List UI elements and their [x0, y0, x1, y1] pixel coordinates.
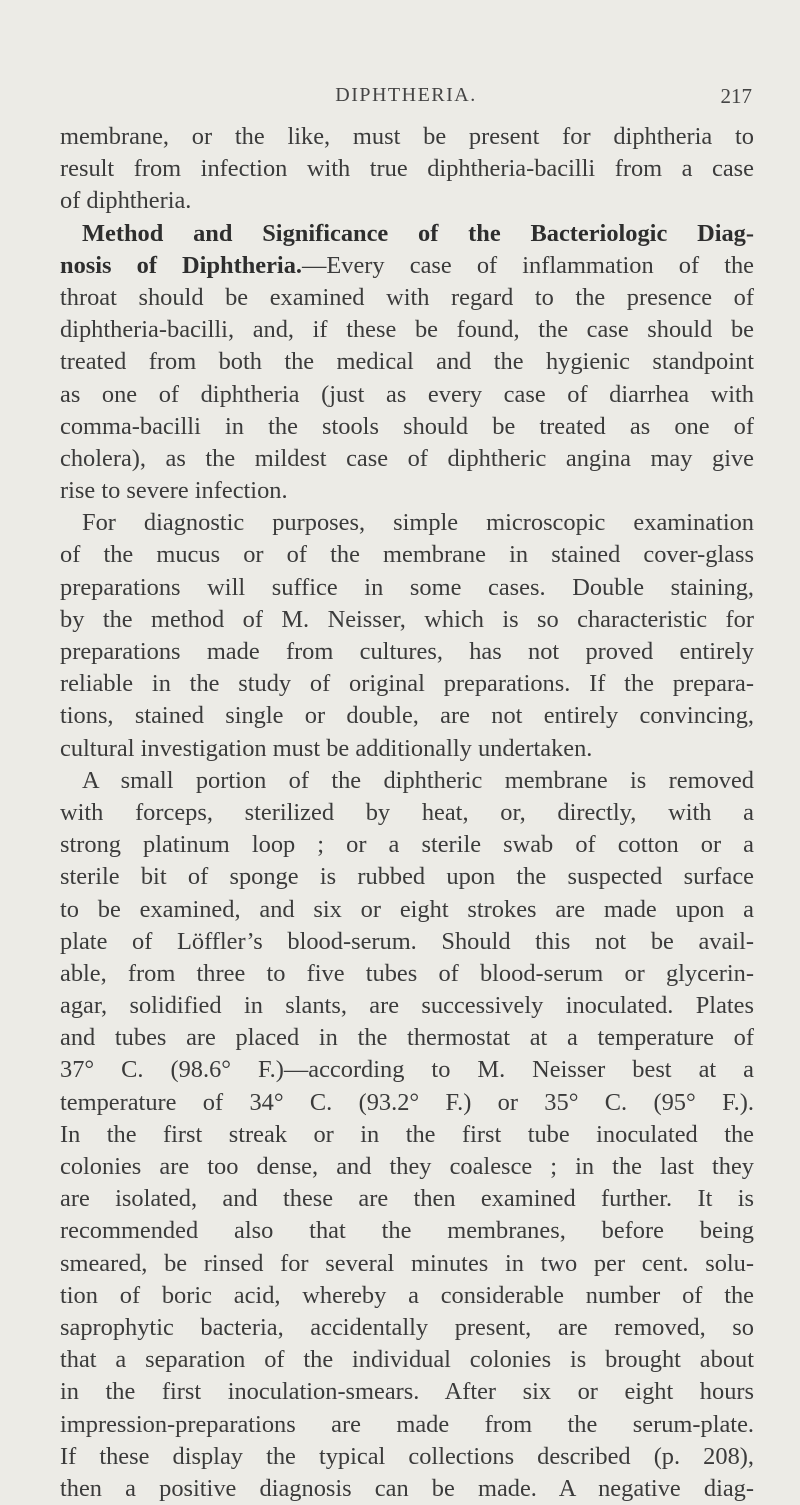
- text-line: preparations made from cultures, has not proved entirely: [60, 638, 754, 665]
- text-line: to be examined, and six or eight strokes are made upon a: [60, 895, 754, 923]
- text-line: throat should be examined with regard to the presence of: [60, 283, 754, 311]
- text-line: then a positive diagnosis can be made. A negative diag-: [60, 1474, 754, 1502]
- text-line: of diphtheria.: [60, 187, 192, 215]
- page-number: 217: [720, 84, 752, 108]
- text-line: are isolated, and these are then examined further. It is: [60, 1185, 754, 1213]
- text-line: rise to severe infection.: [60, 477, 288, 505]
- text-line: recommended also that the membranes, before being: [60, 1217, 754, 1245]
- text-line: treated from both the medical and the hygienic standpoint: [60, 348, 754, 376]
- text-line: membrane, or the like, must be present for diphtheria to: [60, 123, 754, 150]
- text-line: of the mucus or of the membrane in stained cover-glass: [60, 541, 754, 569]
- text-line: plate of Löffler’s blood-serum. Should this not be avail-: [60, 927, 754, 955]
- text-line: in the first inoculation-smears. After six or eight hours: [60, 1378, 754, 1406]
- text-line: comma-bacilli in the stools should be treated as one of: [60, 412, 754, 440]
- text-line: strong platinum loop ; or a sterile swab of cotton or a: [60, 831, 754, 859]
- body-text: [60, 121, 754, 1505]
- text-line: temperature of 34° C. (93.2° F.) or 35° C. (95° F.).: [60, 1088, 754, 1116]
- text-line: tions, stained single or double, are not entirely convincing,: [60, 702, 754, 730]
- text-line: cultural investigation must be additionally undertaken.: [60, 734, 593, 762]
- text-line: agar, solidified in slants, are successively inoculated. Plates: [60, 992, 754, 1020]
- text-line: For diagnostic purposes, simple microscopic examination: [82, 509, 754, 537]
- text-line: with forceps, sterilized by heat, or, directly, with a: [60, 798, 754, 826]
- text-line: impression-preparations are made from the serum-plate.: [60, 1410, 754, 1438]
- text-line: that a separation of the individual colonies is brought about: [60, 1346, 754, 1374]
- text-line: and tubes are placed in the thermostat at a temperature of: [60, 1024, 754, 1052]
- text-line: diphtheria-bacilli, and, if these be found, the case should be: [60, 316, 754, 344]
- text-line: cholera), as the mildest case of diphtheric angina may give: [60, 444, 754, 472]
- text-line: tion of boric acid, whereby a considerable number of the: [60, 1281, 754, 1309]
- running-title: DIPHTHERIA.: [335, 84, 477, 106]
- text-run: —Every case of inflammation of the: [302, 251, 754, 279]
- text-line: able, from three to five tubes of blood-serum or glycerin-: [60, 959, 754, 987]
- section-heading-end: nosis of Diphtheria.: [60, 251, 302, 279]
- section-heading-line: Method and Significance of the Bacteriologic Diag-: [82, 219, 754, 247]
- text-line: reliable in the study of original preparations. If the prepara-: [60, 670, 754, 698]
- running-head: [60, 84, 752, 118]
- text-line: If these display the typical collections described (p. 208),: [60, 1442, 754, 1470]
- text-line: colonies are too dense, and they coalesce ; in the last they: [60, 1153, 754, 1180]
- text-line: In the first streak or in the first tube inoculated the: [60, 1120, 754, 1148]
- text-line: saprophytic bacteria, accidentally present, are removed, so: [60, 1313, 754, 1341]
- text-line: smeared, be rinsed for several minutes in two per cent. solu-: [60, 1249, 754, 1277]
- text-line: A small portion of the diphtheric membrane is removed: [82, 766, 754, 794]
- text-line: 37° C. (98.6° F.)—according to M. Neisser best at a: [60, 1056, 754, 1084]
- text-line: by the method of M. Neisser, which is so characteristic for: [60, 605, 754, 633]
- text-line: [60, 250, 754, 282]
- text-line: sterile bit of sponge is rubbed upon the suspected surface: [60, 863, 754, 891]
- text-line: as one of diphtheria (just as every case of diarrhea with: [60, 380, 754, 408]
- text-line: preparations will suffice in some cases. Double staining,: [60, 573, 754, 601]
- text-line: result from infection with true diphtheria-bacilli from a case: [60, 155, 754, 183]
